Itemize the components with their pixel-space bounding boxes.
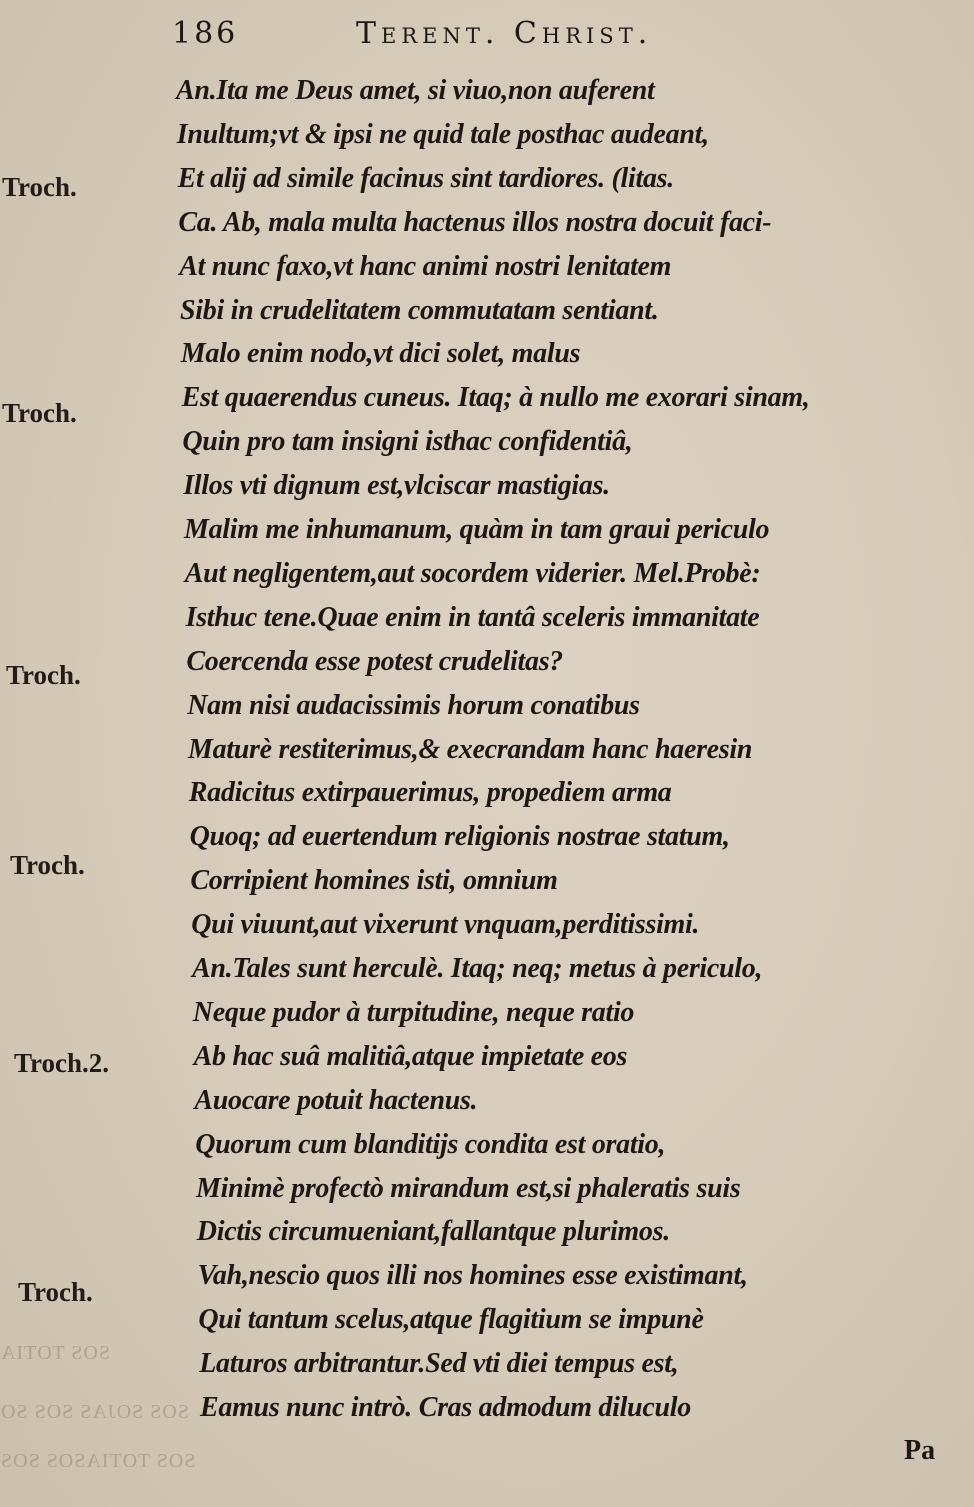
verse-line: Ab hac suâ malitiâ,atque impietate eos — [193, 1040, 628, 1072]
page-header — [172, 16, 812, 62]
catchword: Pa — [904, 1435, 936, 1466]
verse-line: Isthuc tene.Quae enim in tantâ sceleris immanitate — [185, 601, 760, 633]
verse-line: Eamus nunc intrò. Cras admodum diluculo — [200, 1392, 691, 1423]
verse-line: Neque pudor à turpitudine, neque ratio — [192, 996, 635, 1028]
verse-line: Sibi in crudelitatem commutatam sentiant. — [180, 294, 659, 326]
verse-line: Malim me inhumanum, quàm in tam graui periculo — [184, 514, 770, 545]
metre-note: Troch. — [2, 398, 77, 428]
verse-line: Inultum;vt & ipsi ne quid tale posthac audeant, — [176, 118, 709, 150]
running-title: Terent. Christ. — [356, 16, 653, 51]
verse-line: Vah,nescio quos illi nos homines esse existimant, — [197, 1260, 748, 1292]
page-number: 186 — [172, 16, 239, 51]
metre-note: Troch. — [10, 850, 85, 880]
ghost-line: SOS TOTIASOS SOS — [0, 1450, 196, 1472]
verse-line: Auocare potuit hactenus. — [194, 1084, 478, 1116]
verse-line: Et alij ad simile facinus sint tardiores. (litas. — [177, 162, 674, 194]
verse-line: Laturos arbitrantur.Sed vti diei tempus est, — [199, 1348, 679, 1380]
verse-line: Malo enim nodo,vt dici solet, malus — [180, 338, 581, 370]
metre-note: Troch.2. — [14, 1048, 110, 1078]
verse-line: An.Ita me Deus amet, si viuo,non auferent — [176, 75, 655, 106]
verse-line: Est quaerendus cuneus. Itaq; à nullo me exorari sinam, — [181, 382, 810, 414]
verse-line: Corripient homines isti, omnium — [190, 865, 558, 897]
ghost-line: SOS SOJAS SOS SO — [0, 1401, 189, 1423]
metre-note: Troch. — [18, 1277, 93, 1307]
verse-line: Minimè profectò mirandum est,si phaleratis suis — [196, 1172, 741, 1204]
verse-line: Radicitus extirpauerimus, propediem arma — [188, 777, 672, 809]
verse-line: An.Tales sunt herculè. Itaq; neq; metus à periculo, — [192, 953, 763, 984]
verse-line: Maturè restiterimus,& execrandam hanc haeresin — [188, 733, 753, 765]
verse-line: Nam nisi audacissimis horum conatibus — [187, 689, 640, 721]
ghost-line: SOS TOTIA — [0, 1342, 110, 1364]
verse-line: Aut negligentem,aut socordem viderier. Mel.Probè: — [184, 557, 761, 589]
verse-line: Ca. Ab, mala multa hactenus illos nostra docuit faci- — [178, 206, 772, 238]
metre-note: Troch. — [6, 660, 81, 690]
verse-line: Illos vti dignum est,vlciscar mastigias. — [183, 470, 610, 502]
verse-line: Dictis circumueniant,fallantque plurimos. — [196, 1216, 670, 1248]
verse-line: Qui tantum scelus,atque flagitium se impunè — [198, 1304, 704, 1336]
verse-line: Coercenda esse potest crudelitas? — [186, 645, 564, 677]
verse-line: Quorum cum blanditijs condita est oratio, — [195, 1128, 666, 1160]
verse-line: At nunc faxo,vt hanc animi nostri lenitatem — [179, 250, 672, 282]
metre-note: Troch. — [2, 172, 77, 202]
verse-line: Quin pro tam insigni isthac confidentiâ, — [182, 426, 633, 458]
verse-line: Quoq; ad euertendum religionis nostrae statum, — [189, 821, 730, 853]
verse-line: Qui viuunt,aut vixerunt vnquam,perditissimi. — [191, 909, 700, 941]
